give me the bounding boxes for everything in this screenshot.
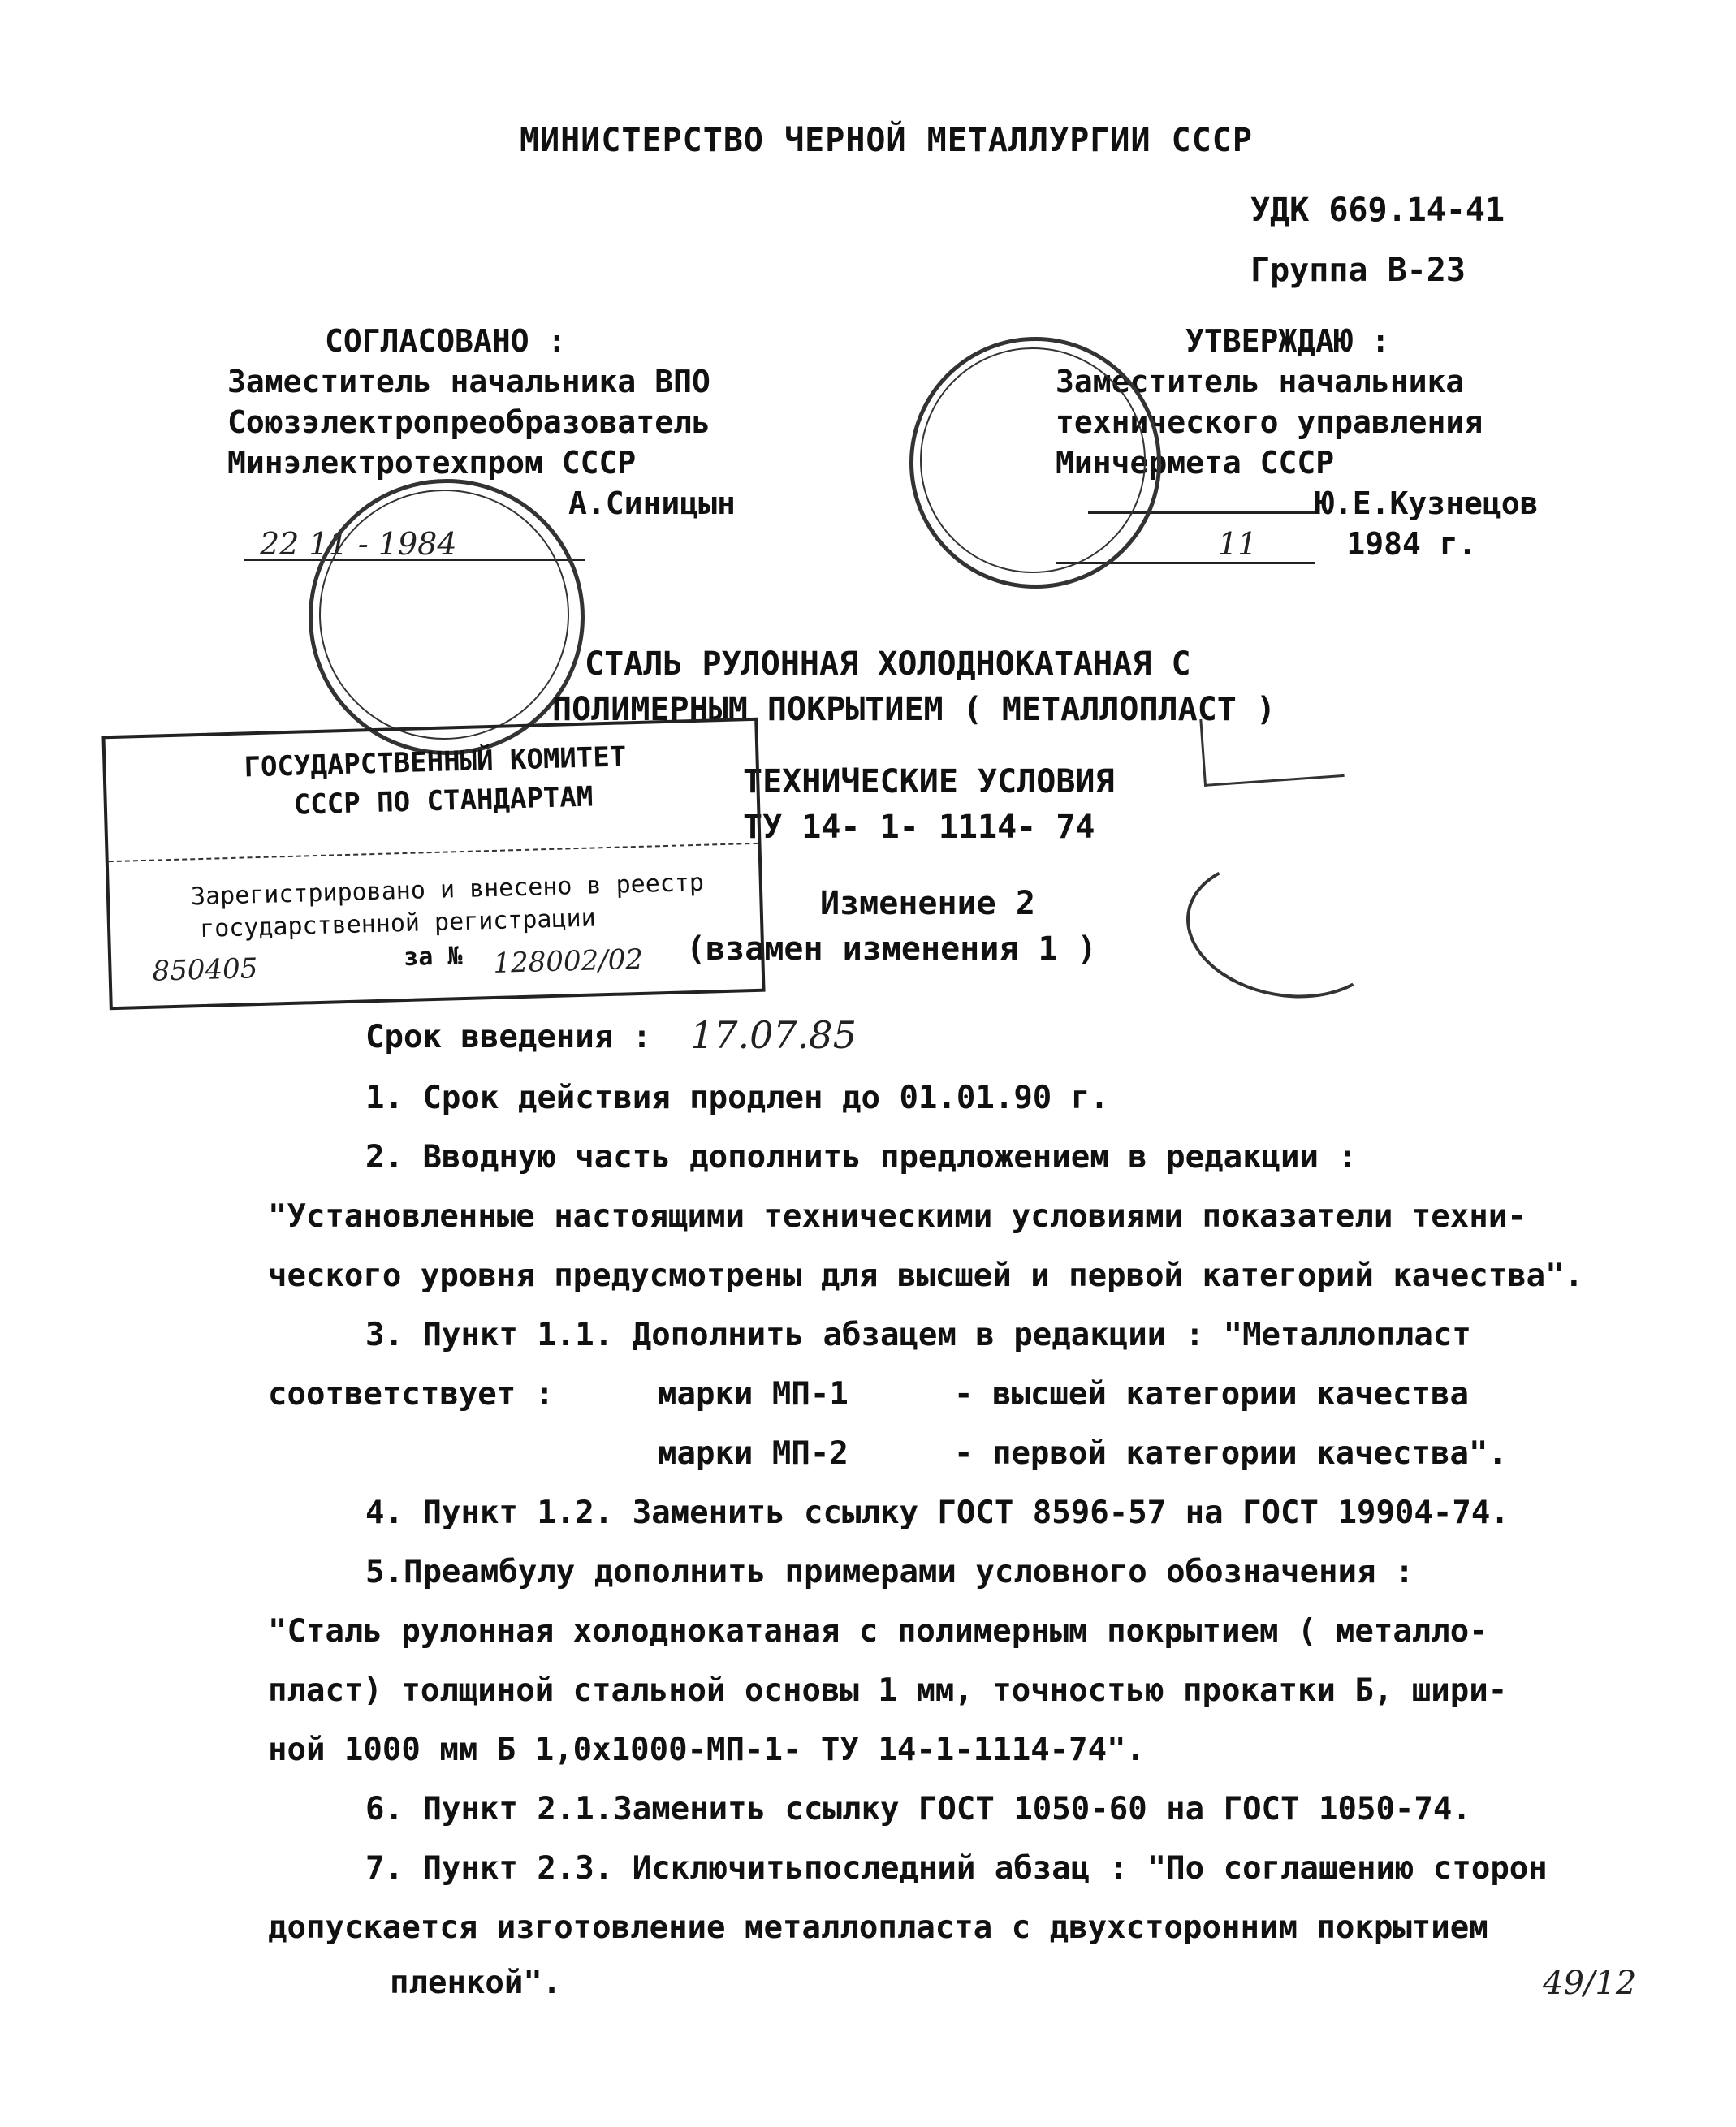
approved-line2: технического управления [1056,404,1483,440]
ministry-header: МИНИСТЕРСТВО ЧЕРНОЙ МЕТАЛЛУРГИИ СССР [520,122,1253,159]
item-3b-grade: марки МП-1 [658,1376,849,1413]
approved-date-month: 11 [1218,526,1258,562]
item-2a: 2. Вводную часть дополнить предложением в редакции : [365,1139,1357,1176]
agreed-date: 22 11 - 1984 [260,526,457,562]
item-1: 1. Срок действия продлен до 01.01.90 г. [365,1080,1109,1116]
effective-date: 17.07.85 [690,1013,857,1057]
approved-date-year: 1984 г. [1346,526,1477,562]
item-3a: 3. Пункт 1.1. Дополнить абзацем в редакции : "Металлопласт [365,1317,1471,1353]
agreed-signer: А.Синицын [568,485,736,521]
spec-line2: ТУ 14- 1- 1114- 74 [743,809,1095,846]
item-3c-category: - первой категории качества". [954,1435,1507,1472]
registry-stamp-date: 850405 [152,952,258,988]
agreed-line3: Минэлектротехпром СССР [227,445,637,481]
registry-stamp-number-prefix: за № [403,942,463,973]
registry-stamp-line4: государственной регистрации [199,904,597,944]
registry-stamp-line1: ГОСУДАРСТВЕННЫЙ КОМИТЕТ [244,740,627,784]
effective-label: Срок введения : [365,1019,652,1055]
item-7a: 7. Пункт 2.3. Исключитьпоследний абзац : "По соглашению сторон [365,1850,1548,1887]
registry-stamp-line3: Зарегистрировано и внесено в реестр [190,868,705,912]
item-7c: пленкой". [390,1965,562,2001]
agreed-heading: СОГЛАСОВАНО : [325,323,567,359]
agreed-line2: Союзэлектропреобразователь [227,404,710,440]
approved-heading: УТВЕРЖДАЮ : [1185,323,1390,359]
item-5a: 5.Преамбулу дополнить примерами условного обозначения : [365,1554,1414,1590]
udk-code: УДК 669.14-41 [1250,192,1505,229]
item-3b-label: соответствует : [268,1376,555,1413]
title-line1: СТАЛЬ РУЛОННАЯ ХОЛОДНОКАТАНАЯ С [585,645,1191,683]
item-6: 6. Пункт 2.1.Заменить ссылку ГОСТ 1050-60 на ГОСТ 1050-74. [365,1791,1471,1827]
spec-line1: ТЕХНИЧЕСКИЕ УСЛОВИЯ [743,763,1115,800]
item-2c: ческого уровня предусмотрены для высшей и первой категорий качества". [268,1258,1584,1294]
title-line2: ПОЛИМЕРНЫМ ПОКРЫТИЕМ ( МЕТАЛЛОПЛАСТ ) [552,691,1276,728]
item-5b: "Сталь рулонная холоднокатаная с полимерным покрытием ( металло- [268,1613,1488,1650]
item-2b: "Установленные настоящими техническими условиями показатели техни- [268,1198,1527,1235]
registry-stamp-line2: СССР ПО СТАНДАРТАМ [293,780,594,822]
agreed-line1: Заместитель начальника ВПО [227,364,710,399]
round-seal-left-inner [319,490,569,740]
approved-line1: Заместитель начальника [1056,364,1465,399]
round-seal-right-inner [920,347,1146,573]
approved-line3: Минчермета СССР [1056,445,1335,481]
item-5c: пласт) толщиной стальной основы 1 мм, точностью прокатки Б, шири- [268,1672,1508,1709]
item-3b-category: - высшей категории качества [954,1376,1469,1413]
item-4: 4. Пункт 1.2. Заменить ссылку ГОСТ 8596-57 на ГОСТ 19904-74. [365,1495,1509,1531]
registry-stamp-divider [109,843,758,862]
approved-signer: Ю.Е.Кузнецов [1315,485,1539,521]
item-3c-grade: марки МП-2 [658,1435,849,1472]
registry-stamp [101,718,765,1010]
group-code: Группа В-23 [1250,252,1466,289]
partial-seal-mark [1175,844,1397,1014]
item-5d: ной 1000 мм Б 1,0х1000-МП-1- ТУ 14-1-1114-74". [268,1732,1146,1768]
spec-block [743,759,1115,850]
registry-stamp-number: 128002/02 [492,943,644,980]
item-7b: допускается изготовление металлопласта с двухсторонним покрытием [268,1909,1488,1946]
change-line1: Изменение 2 [820,885,1035,922]
corner-stamp-mark [1199,710,1344,787]
page-mark: 49/12 [1543,1965,1637,2002]
change-line2: (взамен изменения 1 ) [686,930,1097,968]
